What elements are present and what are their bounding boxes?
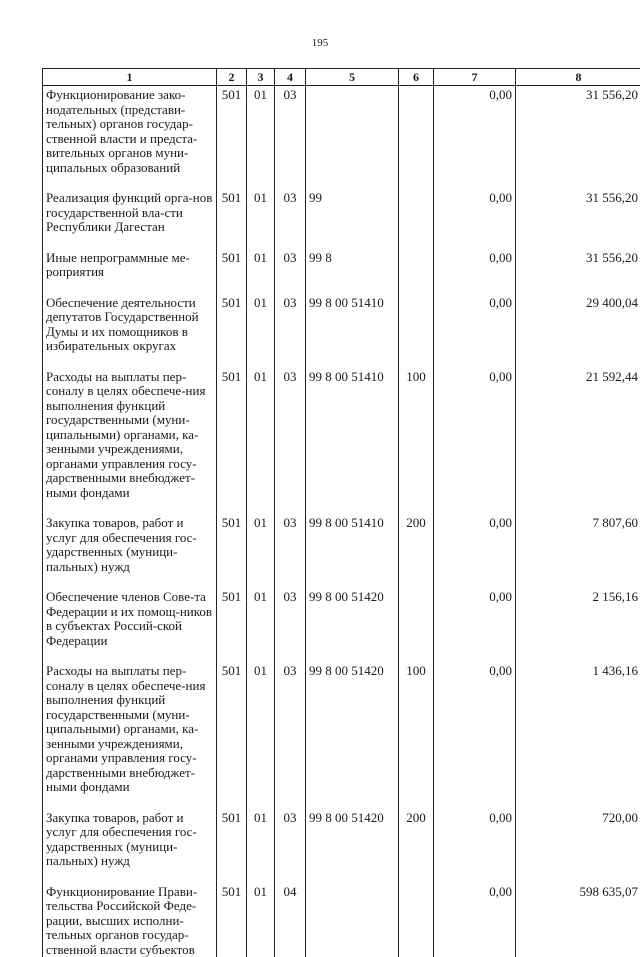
table-row bbox=[43, 86, 640, 190]
row-section: 01 bbox=[247, 514, 275, 588]
row-subsection: 03 bbox=[275, 368, 306, 515]
row-name: Функционирование Прави-тельства Российской Феде-рации, высших исполни-тельных органов государ-ственной власти субъектов bbox=[43, 883, 217, 957]
row-name: Функционирование зако-нодательных (представи-тельных) органов государ-ственной власти и предста-вительных органов муни-ципальных образований bbox=[43, 86, 217, 190]
row-grbs: 501 bbox=[217, 883, 247, 957]
row-amount-1: 0,00 bbox=[434, 662, 516, 809]
row-amount-2: 31 556,20 bbox=[516, 249, 640, 294]
row-amount-2: 598 635,07 bbox=[516, 883, 640, 957]
row-name: Реализация функций орга-нов государственной вла-сти Республики Дагестан bbox=[43, 189, 217, 249]
row-grbs: 501 bbox=[217, 86, 247, 190]
column-header-2: 2 bbox=[217, 69, 247, 86]
row-section: 01 bbox=[247, 809, 275, 883]
row-subsection: 03 bbox=[275, 86, 306, 190]
row-subsection: 03 bbox=[275, 514, 306, 588]
row-amount-1: 0,00 bbox=[434, 368, 516, 515]
row-amount-2: 1 436,16 bbox=[516, 662, 640, 809]
table-row bbox=[43, 662, 640, 809]
row-expense-type: 100 bbox=[399, 368, 434, 515]
row-expense-type bbox=[399, 294, 434, 368]
header-row bbox=[43, 69, 640, 86]
row-name: Обеспечение членов Сове-та Федерации и их помощ-ников в субъектах Россий-ской Федерации bbox=[43, 588, 217, 662]
row-section: 01 bbox=[247, 294, 275, 368]
row-target-article: 99 8 00 51420 bbox=[306, 662, 399, 809]
page-number: 195 bbox=[0, 37, 640, 49]
row-section: 01 bbox=[247, 249, 275, 294]
row-expense-type bbox=[399, 883, 434, 957]
row-grbs: 501 bbox=[217, 514, 247, 588]
row-amount-2: 29 400,04 bbox=[516, 294, 640, 368]
row-amount-1: 0,00 bbox=[434, 883, 516, 957]
row-subsection: 03 bbox=[275, 588, 306, 662]
row-subsection: 03 bbox=[275, 294, 306, 368]
row-amount-1: 0,00 bbox=[434, 189, 516, 249]
row-amount-2: 2 156,16 bbox=[516, 588, 640, 662]
row-amount-2: 21 592,44 bbox=[516, 368, 640, 515]
table-body bbox=[43, 86, 640, 957]
row-grbs: 501 bbox=[217, 249, 247, 294]
table-row bbox=[43, 514, 640, 588]
row-name: Закупка товаров, работ и услуг для обеспечения гос-ударственных (муници-пальных) нужд bbox=[43, 514, 217, 588]
table-row bbox=[43, 588, 640, 662]
row-amount-1: 0,00 bbox=[434, 294, 516, 368]
column-header-4: 4 bbox=[275, 69, 306, 86]
row-section: 01 bbox=[247, 883, 275, 957]
row-section: 01 bbox=[247, 189, 275, 249]
table-row bbox=[43, 883, 640, 957]
row-grbs: 501 bbox=[217, 368, 247, 515]
row-amount-2: 31 556,20 bbox=[516, 189, 640, 249]
row-name: Закупка товаров, работ и услуг для обеспечения гос-ударственных (муници-пальных) нужд bbox=[43, 809, 217, 883]
row-subsection: 03 bbox=[275, 189, 306, 249]
row-expense-type bbox=[399, 86, 434, 190]
row-amount-2: 7 807,60 bbox=[516, 514, 640, 588]
row-expense-type bbox=[399, 249, 434, 294]
table-row bbox=[43, 294, 640, 368]
row-expense-type bbox=[399, 189, 434, 249]
column-header-8: 8 bbox=[516, 69, 640, 86]
row-target-article bbox=[306, 883, 399, 957]
row-subsection: 03 bbox=[275, 809, 306, 883]
row-target-article: 99 8 00 51420 bbox=[306, 588, 399, 662]
row-grbs: 501 bbox=[217, 809, 247, 883]
row-amount-1: 0,00 bbox=[434, 809, 516, 883]
row-grbs: 501 bbox=[217, 662, 247, 809]
row-target-article: 99 8 bbox=[306, 249, 399, 294]
row-name: Обеспечение деятельности депутатов Государственной Думы и их помощников в избирательных округах bbox=[43, 294, 217, 368]
row-target-article: 99 bbox=[306, 189, 399, 249]
row-expense-type: 200 bbox=[399, 514, 434, 588]
row-section: 01 bbox=[247, 662, 275, 809]
row-target-article: 99 8 00 51410 bbox=[306, 368, 399, 515]
row-amount-1: 0,00 bbox=[434, 86, 516, 190]
table-row bbox=[43, 189, 640, 249]
table-header bbox=[43, 69, 640, 86]
column-header-6: 6 bbox=[399, 69, 434, 86]
column-header-7: 7 bbox=[434, 69, 516, 86]
row-amount-2: 31 556,20 bbox=[516, 86, 640, 190]
row-amount-2: 720,00 bbox=[516, 809, 640, 883]
row-name: Иные непрограммные ме-роприятия bbox=[43, 249, 217, 294]
row-name: Расходы на выплаты пер-соналу в целях обеспече-ния выполнения функций государственными (муни-ципальными) органами, ка-зенными учреждениями, органами управления госу-дарственными внебюджет-ными фондами bbox=[43, 368, 217, 515]
row-subsection: 03 bbox=[275, 249, 306, 294]
row-grbs: 501 bbox=[217, 588, 247, 662]
row-expense-type: 200 bbox=[399, 809, 434, 883]
row-section: 01 bbox=[247, 86, 275, 190]
row-target-article: 99 8 00 51410 bbox=[306, 294, 399, 368]
row-name: Расходы на выплаты пер-соналу в целях обеспече-ния выполнения функций государственными (муни-ципальными) органами, ка-зенными учреждениями, органами управления госу-дарственными внебюджет-ными фондами bbox=[43, 662, 217, 809]
row-subsection: 03 bbox=[275, 662, 306, 809]
row-target-article: 99 8 00 51420 bbox=[306, 809, 399, 883]
column-header-5: 5 bbox=[306, 69, 399, 86]
row-amount-1: 0,00 bbox=[434, 514, 516, 588]
table-row bbox=[43, 809, 640, 883]
row-amount-1: 0,00 bbox=[434, 249, 516, 294]
row-amount-1: 0,00 bbox=[434, 588, 516, 662]
row-grbs: 501 bbox=[217, 189, 247, 249]
row-grbs: 501 bbox=[217, 294, 247, 368]
row-section: 01 bbox=[247, 368, 275, 515]
row-expense-type bbox=[399, 588, 434, 662]
table-row bbox=[43, 368, 640, 515]
column-header-1: 1 bbox=[43, 69, 217, 86]
row-subsection: 04 bbox=[275, 883, 306, 957]
row-target-article bbox=[306, 86, 399, 190]
table-row bbox=[43, 249, 640, 294]
row-section: 01 bbox=[247, 588, 275, 662]
row-target-article: 99 8 00 51410 bbox=[306, 514, 399, 588]
budget-table bbox=[42, 68, 640, 957]
row-expense-type: 100 bbox=[399, 662, 434, 809]
column-header-3: 3 bbox=[247, 69, 275, 86]
